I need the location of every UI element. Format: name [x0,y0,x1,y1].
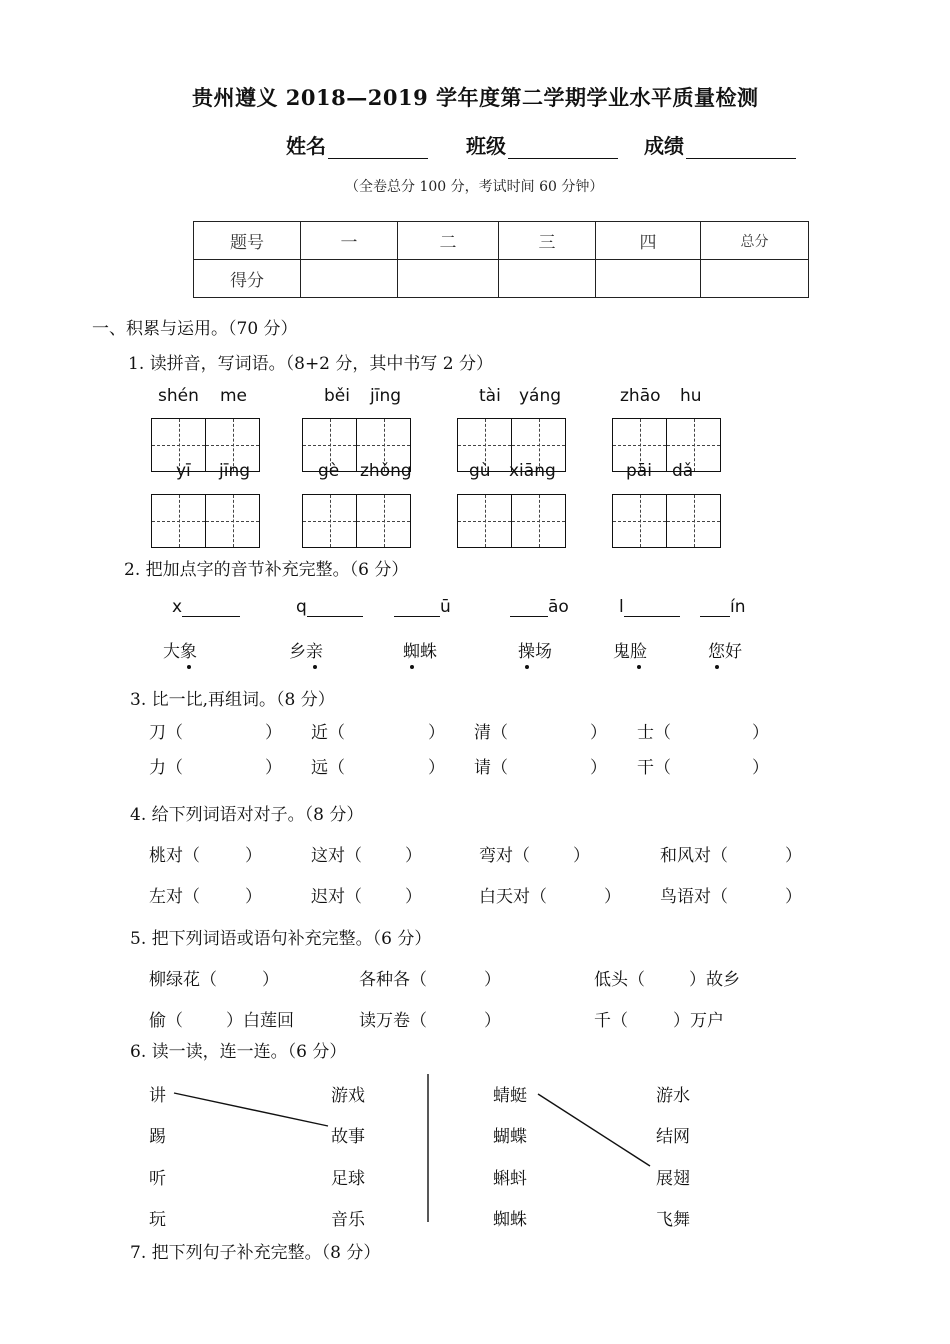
close-paren: ） [785,846,802,866]
score-table-cell: 得分 [194,260,301,298]
close-paren: ） [590,723,607,743]
syllable-part: āo [548,597,569,617]
question-5-title: 5. 把下列词语或语句补充完整。（6 分） [130,929,432,949]
match-word[interactable]: 玩 [149,1210,166,1230]
question-6-title: 6. 读一读，连一连。（6 分） [130,1042,347,1062]
close-paren: ） [785,887,802,907]
match-word[interactable]: 游水 [656,1086,690,1106]
couplet-item: 桃对（ [149,846,200,866]
dotted-char: 亲 [306,637,323,662]
pinyin: me [220,386,248,406]
syllable-part: l [619,597,624,617]
match-word[interactable]: 蝴蝶 [493,1127,527,1147]
close-paren: ） [590,758,607,778]
fill-phrase: 柳绿花（ [149,970,217,990]
close-paren: ） [245,887,262,907]
exam-note: （全卷总分 100 分，考试时间 60 分钟） [345,179,604,195]
match-word[interactable]: 踢 [149,1127,166,1147]
match-word[interactable]: 故事 [331,1127,365,1147]
fill-phrase-end: ） [262,970,279,990]
match-word[interactable]: 讲 [149,1086,166,1106]
pinyin: hu [680,386,702,406]
compare-item: 刀（ [149,723,183,743]
match-word[interactable]: 飞舞 [656,1210,690,1230]
close-paren: ） [604,887,621,907]
syllable-part: ū [440,597,451,617]
compare-item: 远（ [311,758,345,778]
fill-phrase-end: ）白莲回 [226,1011,294,1031]
match-line [174,1093,328,1126]
word-char: 蛛 [420,642,437,662]
word-char: 好 [725,642,742,662]
close-paren: ） [428,723,445,743]
pinyin: tài [479,386,501,406]
close-paren: ） [405,887,422,907]
pinyin: jīng [370,386,402,406]
couplet-item: 弯对（ [479,846,530,866]
match-word[interactable]: 游戏 [331,1086,365,1106]
score-table-cell: 总分 [701,222,809,260]
match-word[interactable]: 音乐 [331,1210,365,1230]
fill-phrase-end: ） [484,1011,501,1031]
fill-phrase: 读万卷（ [359,1011,427,1031]
pinyin: yáng [519,386,562,406]
question-3-title: 3. 比一比,再组词。（8 分） [130,690,335,710]
dotted-char: 您 [708,637,725,662]
pinyin: běi [324,386,350,406]
match-word[interactable]: 蜻蜓 [493,1086,527,1106]
question-1-title: 1. 读拼音，写词语。（8+2 分，其中书写 2 分） [128,354,494,374]
dotted-char: 脸 [630,637,647,662]
section-title: 一、积累与运用。（70 分） [92,319,298,339]
fill-phrase: 各种各（ [359,970,427,990]
pinyin: gè [318,461,340,481]
compare-item: 士（ [637,723,671,743]
score-table-cell: 四 [596,222,701,260]
couplet-item: 这对（ [311,846,362,866]
close-paren: ） [752,758,769,778]
dotted-char: 操 [518,637,535,662]
syllable-part: q [296,597,307,617]
class-label: 班级 [466,134,506,158]
syllable-part: x [172,597,183,617]
fill-phrase-end: ）故乡 [689,970,740,990]
fill-phrase-end: ） [484,970,501,990]
match-word[interactable]: 结网 [656,1127,690,1147]
question-2-title: 2. 把加点字的音节补充完整。（6 分） [124,560,409,580]
word-char: 大 [163,642,180,662]
pinyin: shén [158,386,199,406]
question-7-title: 7. 把下列句子补充完整。（8 分） [130,1243,381,1263]
couplet-item: 白天对（ [479,887,547,907]
close-paren: ） [573,846,590,866]
pinyin: pāi [626,461,652,481]
score-table-cell: 三 [499,222,596,260]
pinyin: zhāo [620,386,661,406]
pinyin: dǎ [672,461,694,481]
couplet-item: 鸟语对（ [660,887,728,907]
close-paren: ） [405,846,422,866]
question-4-title: 4. 给下列词语对对子。（8 分） [130,805,364,825]
match-word[interactable]: 蝌蚪 [493,1169,527,1189]
page-title: 贵州遵义 2018—2019 学年度第二学期学业水平质量检测 [192,85,759,110]
score-table-cell: 二 [398,222,499,260]
syllable-part: ín [730,597,746,617]
compare-item: 近（ [311,723,345,743]
couplet-item: 迟对（ [311,887,362,907]
match-word[interactable]: 展翅 [656,1169,690,1189]
pinyin: yī [176,461,191,481]
close-paren: ） [752,723,769,743]
close-paren: ） [245,846,262,866]
score-table-cell: 题号 [194,222,301,260]
pinyin: jīng [219,461,251,481]
pinyin: xiāng [509,461,556,481]
dotted-char: 象 [180,637,197,662]
word-char: 鬼 [613,642,630,662]
close-paren: ） [265,723,282,743]
name-label: 姓名 [286,134,326,158]
compare-item: 清（ [474,723,508,743]
pinyin: zhǒng [360,461,412,481]
score-label: 成绩 [644,134,684,158]
pinyin: gù [469,461,491,481]
fill-phrase: 偷（ [149,1011,183,1031]
couplet-item: 和风对（ [660,846,728,866]
couplet-item: 左对（ [149,887,200,907]
score-table-cell: 一 [301,222,398,260]
compare-item: 请（ [474,758,508,778]
fill-phrase-end: ）万户 [673,1011,724,1031]
close-paren: ） [265,758,282,778]
match-word[interactable]: 蜘蛛 [493,1210,527,1230]
fill-phrase: 千（ [594,1011,628,1031]
match-word[interactable]: 足球 [331,1169,365,1189]
match-line [538,1094,650,1166]
close-paren: ） [428,758,445,778]
fill-phrase: 低头（ [594,970,645,990]
compare-item: 力（ [149,758,183,778]
dotted-char: 蜘 [403,637,420,662]
word-char: 场 [535,642,552,662]
match-word[interactable]: 听 [149,1169,166,1189]
word-char: 乡 [289,642,306,662]
compare-item: 干（ [637,758,671,778]
